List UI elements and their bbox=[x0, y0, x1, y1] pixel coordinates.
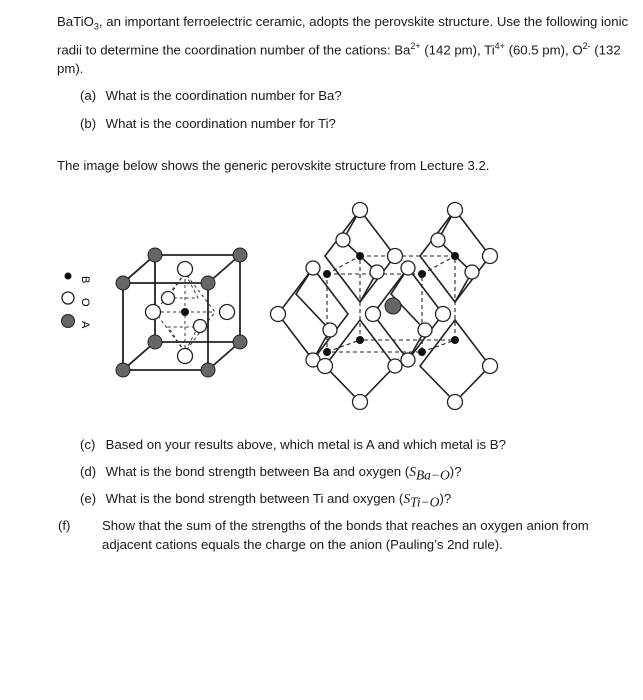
o-atom bbox=[431, 233, 445, 247]
o-atom bbox=[366, 307, 381, 322]
o-atom bbox=[448, 395, 463, 410]
b-atom bbox=[356, 336, 364, 344]
legend-a-symbol bbox=[62, 315, 75, 328]
legend-b-symbol bbox=[65, 273, 72, 280]
o-atom bbox=[336, 233, 350, 247]
a-atom bbox=[116, 276, 130, 290]
question-f: (f) Show that the sum of the strengths of the bonds that reaches an oxygen anion from adjacent cations equals the charge on the anion (Pauling’s 2nd rule). bbox=[58, 518, 589, 552]
o-atom bbox=[436, 307, 451, 322]
question-c: (c) Based on your results above, which metal is A and which metal is B? bbox=[80, 437, 506, 452]
o-atom bbox=[178, 349, 193, 364]
o-atom bbox=[418, 323, 432, 337]
o-atom bbox=[483, 249, 498, 264]
o-atom bbox=[318, 359, 333, 374]
o-atom bbox=[271, 307, 286, 322]
o-atom bbox=[388, 249, 403, 264]
question-a: (a) What is the coordination number for Ba? bbox=[80, 88, 342, 103]
b-atom bbox=[323, 270, 331, 278]
b-atom bbox=[418, 270, 426, 278]
legend-o-symbol bbox=[62, 292, 74, 304]
a-atom bbox=[385, 298, 401, 314]
a-atom bbox=[201, 276, 215, 290]
o-atom bbox=[483, 359, 498, 374]
o-atom bbox=[448, 203, 463, 218]
a-atom bbox=[201, 363, 215, 377]
b-atom bbox=[451, 252, 459, 260]
b-atom bbox=[356, 252, 364, 260]
b-atom bbox=[181, 308, 189, 316]
perovskite-figure bbox=[55, 190, 515, 420]
unit-cell-diagram bbox=[116, 248, 247, 377]
o-atom bbox=[194, 320, 207, 333]
b-atom bbox=[323, 348, 331, 356]
question-d: (d) What is the bond strength between Ba and oxygen $(S_{Ba-O})$? bbox=[80, 464, 462, 483]
o-atom bbox=[220, 305, 235, 320]
a-atom bbox=[233, 248, 247, 262]
b-atom bbox=[418, 348, 426, 356]
a-atom bbox=[148, 335, 162, 349]
o-atom bbox=[465, 265, 479, 279]
question-b: (b) What is the coordination number for Ti? bbox=[80, 116, 336, 131]
legend-b-label: B bbox=[79, 276, 91, 284]
o-atom bbox=[323, 323, 337, 337]
figure-caption: The image below shows the generic perovskite structure from Lecture 3.2. bbox=[57, 158, 490, 173]
o-atom bbox=[162, 292, 175, 305]
a-atom bbox=[233, 335, 247, 349]
b-atom bbox=[451, 336, 459, 344]
a-atom bbox=[148, 248, 162, 262]
problem-intro: BaTiO$_3$, an important ferroelectric ceramic, adopts the perovskite structure. Use the following ionic radii to determine the coordination number of the cations: $Ba^{2+}$ (142 pm), $Ti^{4+}$ (60.5 pm), $O^{2-}$ (132 pm). bbox=[57, 14, 629, 77]
o-atom bbox=[401, 353, 415, 367]
legend-o-label: O bbox=[79, 298, 91, 307]
o-atom bbox=[353, 203, 368, 218]
a-atom bbox=[116, 363, 130, 377]
o-atom bbox=[178, 262, 193, 277]
o-atom bbox=[146, 305, 161, 320]
o-atom bbox=[353, 395, 368, 410]
legend-a-label: A bbox=[79, 321, 91, 329]
figure-legend bbox=[62, 273, 92, 330]
octahedra-network-diagram bbox=[271, 203, 498, 410]
question-e: (e) What is the bond strength between Ti and oxygen $(S_{Ti-O})$? bbox=[80, 491, 452, 510]
o-atom bbox=[388, 359, 402, 373]
o-atom bbox=[401, 261, 415, 275]
o-atom bbox=[306, 261, 320, 275]
o-atom bbox=[370, 265, 384, 279]
